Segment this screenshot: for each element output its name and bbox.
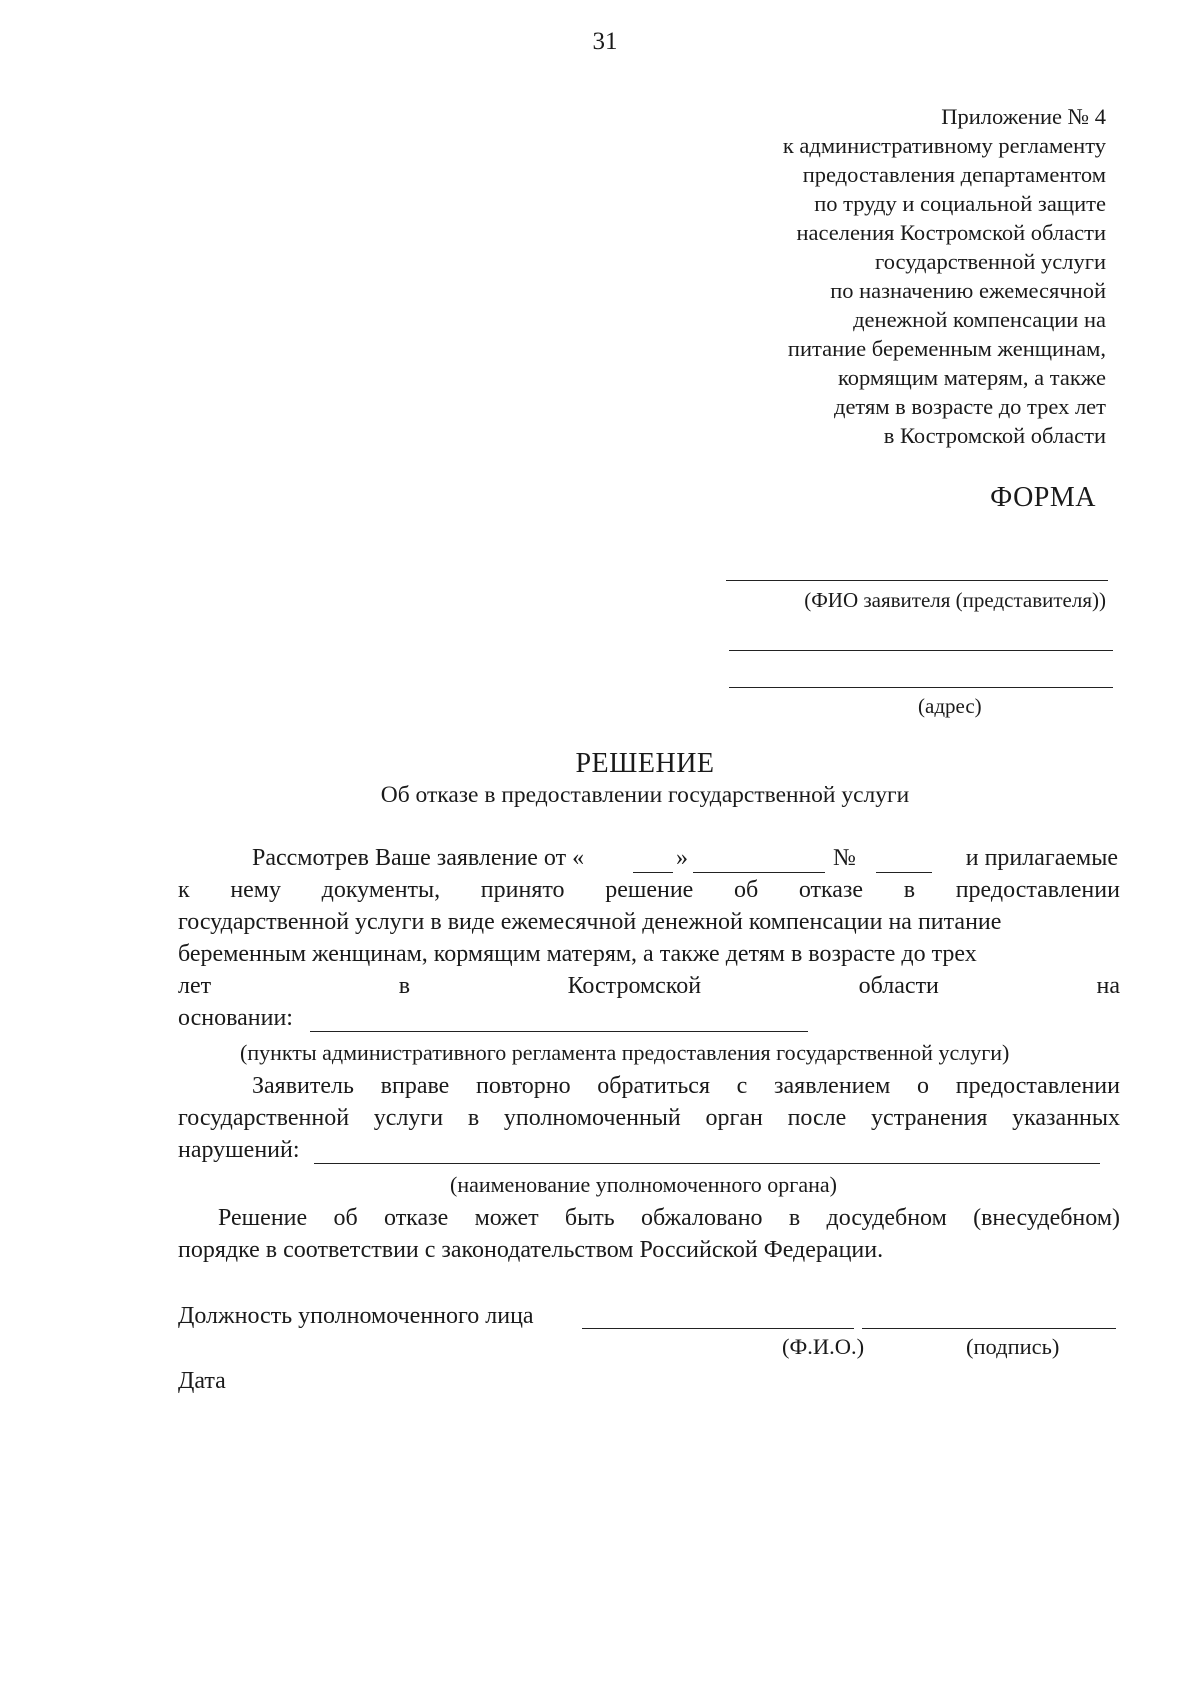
grounds-field[interactable] — [310, 1031, 808, 1032]
form-label: ФОРМА — [990, 482, 1096, 513]
word: документы, — [321, 877, 441, 903]
appendix-line: Приложение № 4 — [941, 104, 1106, 129]
address-line-1[interactable] — [729, 650, 1113, 651]
appendix-line: по труду и социальной защите — [814, 191, 1106, 216]
appendix-line: предоставления департаментом — [802, 162, 1106, 187]
address-caption: (адрес) — [918, 694, 982, 718]
appendix-header — [783, 102, 1106, 450]
word: лет — [178, 973, 212, 999]
date-label: Дата — [178, 1368, 226, 1394]
application-day-field[interactable] — [633, 872, 673, 873]
applicant-name-caption: (ФИО заявителя (представителя)) — [804, 588, 1106, 612]
p1-text-d: и прилагаемые — [965, 845, 1118, 871]
word: нему — [230, 877, 281, 903]
p1-text-b: » — [676, 845, 688, 871]
p3-line1: Решение об отказе может быть обжаловано в досудебном (внесудебном) — [218, 1205, 1120, 1231]
appendix-line: населения Костромской области — [796, 220, 1106, 245]
appendix-line: государственной услуги — [875, 249, 1106, 274]
p1-line2 — [178, 877, 1120, 904]
p2-line1: Заявитель вправе повторно обратиться с заявлением о предоставлении — [252, 1073, 1120, 1099]
word: области — [858, 973, 939, 999]
appendix-line: питание беременным женщинам, — [787, 336, 1106, 361]
application-date-field[interactable] — [693, 872, 825, 873]
p2-line3: нарушений: — [178, 1137, 300, 1163]
word: Костромской — [567, 973, 702, 999]
p2-line2: государственной услуги в уполномоченный орган после устранения указанных — [178, 1105, 1120, 1131]
p1-text-c: № — [833, 845, 856, 871]
position-label: Должность уполномоченного лица — [178, 1303, 534, 1329]
word: в — [398, 973, 411, 999]
decision-title: РЕШЕНИЕ — [575, 748, 715, 779]
fio-caption: (Ф.И.О.) — [782, 1334, 865, 1359]
authorized-body-field[interactable] — [314, 1163, 1100, 1164]
p1-text-a: Рассмотрев Ваше заявление от « — [252, 845, 585, 871]
appendix-line: денежной компенсации на — [853, 307, 1106, 332]
p1-line6: основании: — [178, 1005, 293, 1031]
word: на — [1096, 973, 1120, 999]
word: к — [178, 877, 190, 903]
p1-line1-start — [252, 845, 584, 872]
appendix-line: детям в возрасте до трех лет — [834, 394, 1106, 419]
decision-subtitle: Об отказе в предоставлении государственной услуги — [380, 782, 910, 808]
fio-field[interactable] — [582, 1328, 854, 1329]
appendix-line: в Костромской области — [883, 423, 1106, 448]
applicant-name-line[interactable] — [726, 580, 1108, 581]
address-line-2[interactable] — [729, 687, 1113, 688]
appendix-line: по назначению ежемесячной — [830, 278, 1106, 303]
p1-line5 — [178, 973, 1120, 1000]
p3-line2: порядке в соответствии с законодательством Российской Федерации. — [178, 1237, 884, 1263]
word: решение — [605, 877, 694, 903]
appendix-line: кормящим матерям, а также — [837, 365, 1106, 390]
signature-field[interactable] — [862, 1328, 1116, 1329]
word: об — [733, 877, 759, 903]
authorized-body-caption: (наименование уполномоченного органа) — [450, 1172, 837, 1197]
word: предоставлении — [955, 877, 1120, 903]
signature-caption: (подпись) — [966, 1334, 1060, 1359]
word: в — [903, 877, 916, 903]
word: отказе — [798, 877, 864, 903]
page-number: 31 — [592, 28, 618, 55]
appendix-line: к административному регламенту — [782, 133, 1106, 158]
p1-line3: государственной услуги в виде ежемесячной денежной компенсации на питание — [178, 909, 1002, 935]
grounds-caption: (пункты административного регламента предоставления государственной услуги) — [240, 1040, 1010, 1065]
p1-line4: беременным женщинам, кормящим матерям, а также детям в возрасте до трех — [178, 941, 977, 967]
word: принято — [480, 877, 565, 903]
application-number-field[interactable] — [876, 872, 932, 873]
